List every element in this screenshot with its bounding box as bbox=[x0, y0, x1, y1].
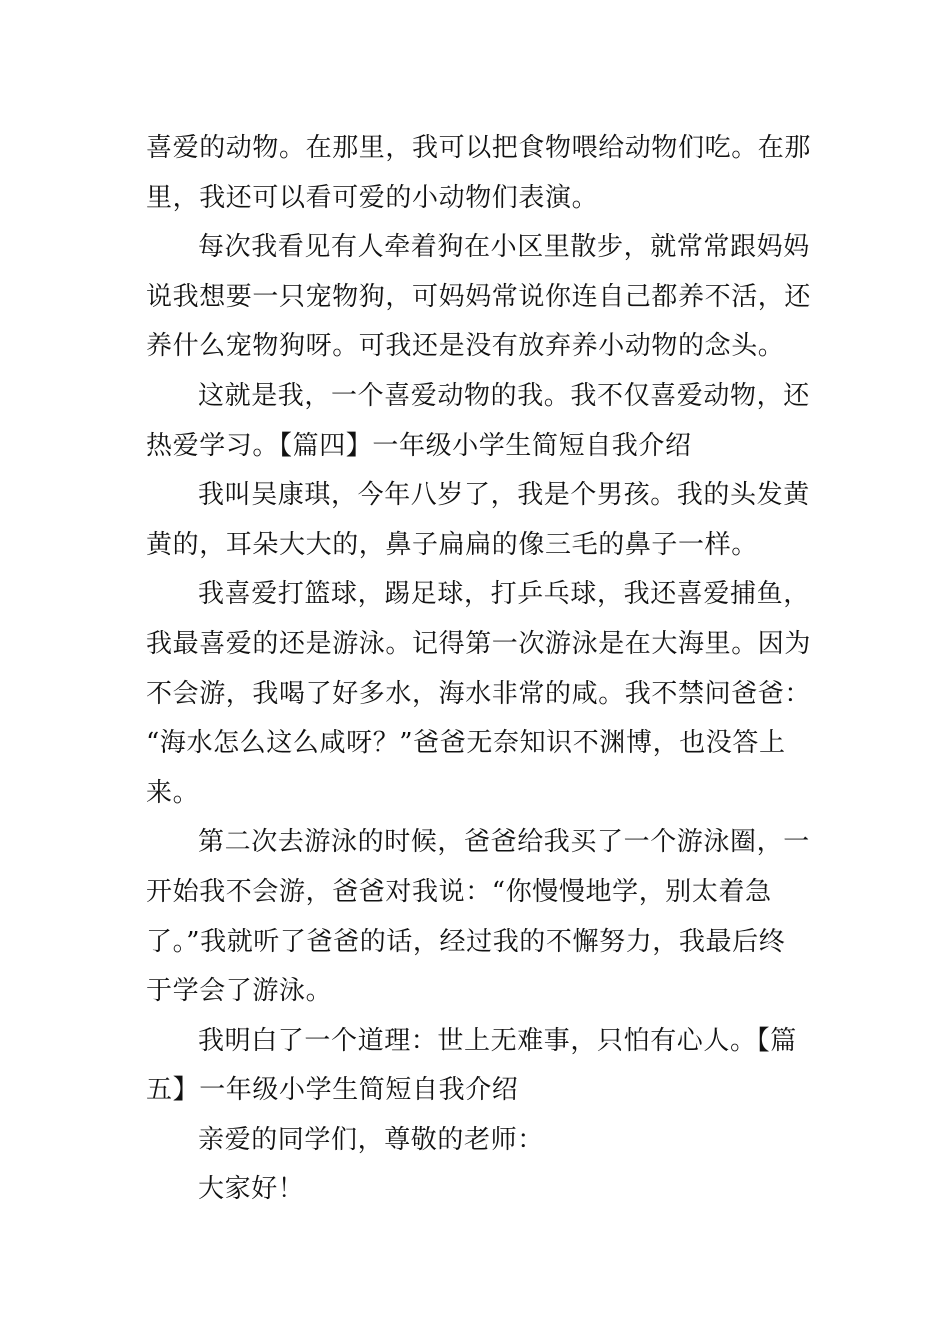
text-line: “海水怎么这么咸呀？”爸爸无奈知识不渊博，也没答上 bbox=[146, 728, 786, 759]
document-body bbox=[146, 124, 812, 1215]
paragraph-first-line: 每次我看见有人牵着狗在小区里散步，就常常跟妈妈 bbox=[198, 232, 810, 263]
text-line: 不会游，我喝了好多水，海水非常的咸。我不禁问爸爸： bbox=[146, 678, 812, 709]
paragraph-first-line: 我明白了一个道理：世上无难事，只怕有心人。【篇 bbox=[198, 1025, 797, 1056]
text-line: 喜爱的动物。在那里，我可以把食物喂给动物们吃。在那 bbox=[146, 133, 812, 163]
text-line: 热爱学习。【篇四】一年级小学生简短自我介绍 bbox=[146, 430, 692, 461]
paragraph-first-line: 这就是我，一个喜爱动物的我。我不仅喜爱动物，还 bbox=[198, 380, 810, 411]
text-line: 里，我还可以看可爱的小动物们表演。 bbox=[146, 182, 599, 213]
paragraph-first-line: 第二次去游泳的时候，爸爸给我买了一个游泳圈，一 bbox=[198, 827, 810, 858]
text-line: 于学会了游泳。 bbox=[146, 976, 333, 1007]
text-line: 黄的，耳朵大大的，鼻子扁扁的像三毛的鼻子一样。 bbox=[146, 529, 758, 560]
text-line: 来。 bbox=[146, 777, 200, 808]
paragraph-first-line: 我叫吴康琪，今年八岁了，我是个男孩。我的头发黄 bbox=[198, 480, 810, 511]
salutation-line: 亲爱的同学们，尊敬的老师： bbox=[198, 1124, 544, 1155]
text-line: 了。”我就听了爸爸的话，经过我的不懈努力，我最后终 bbox=[146, 926, 786, 957]
text-line: 养什么宠物狗呀。可我还是没有放弃养小动物的念头。 bbox=[146, 331, 785, 362]
text-line: 我最喜爱的还是游泳。记得第一次游泳是在大海里。因为 bbox=[146, 628, 812, 659]
text-line: 五】一年级小学生简短自我介绍 bbox=[146, 1075, 519, 1106]
paragraph-first-line: 我喜爱打篮球，踢足球，打乒乓球，我还喜爱捕鱼， bbox=[198, 579, 810, 610]
text-line: 说我想要一只宠物狗，可妈妈常说你连自己都养不活，还 bbox=[146, 281, 812, 312]
greeting-line: 大家好！ bbox=[198, 1174, 305, 1205]
text-line: 开始我不会游，爸爸对我说：“你慢慢地学，别太着急 bbox=[146, 876, 772, 907]
